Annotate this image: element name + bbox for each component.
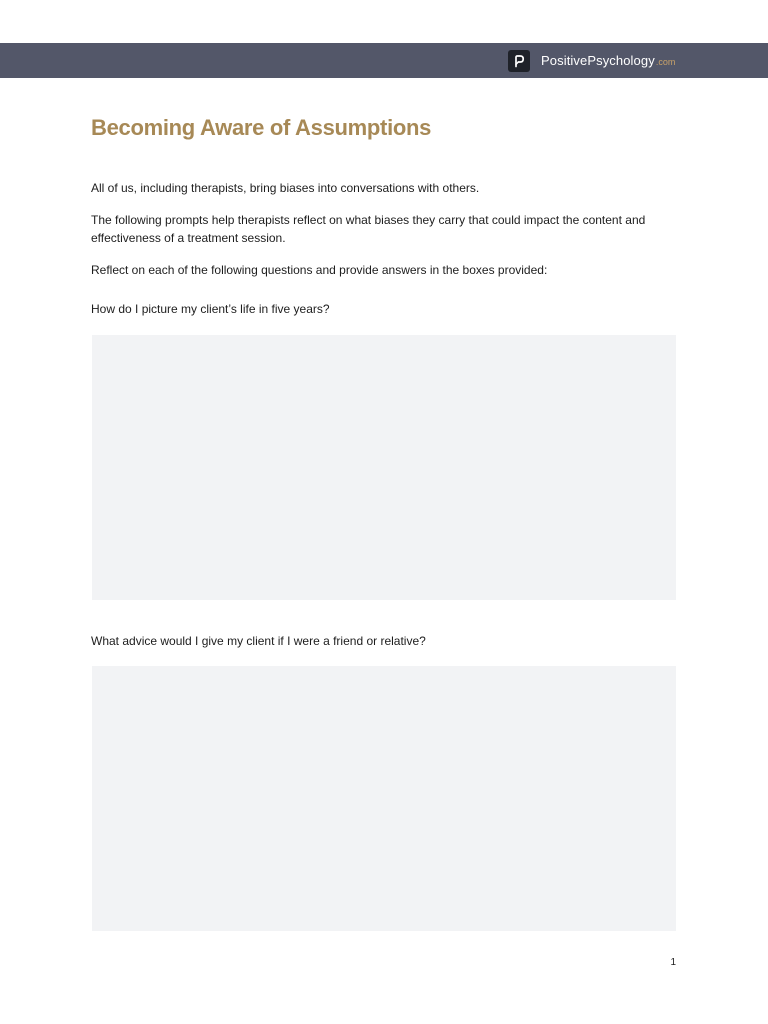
positivepsychology-logo-icon bbox=[508, 50, 530, 72]
brand[interactable] bbox=[508, 49, 675, 72]
page-title: Becoming Aware of Assumptions bbox=[91, 115, 432, 140]
header-bar bbox=[0, 43, 768, 78]
answer-box[interactable] bbox=[92, 666, 676, 931]
instructions-paragraph: Reflect on each of the following questions and provide answers in the boxes provided: bbox=[91, 263, 548, 277]
intro-paragraph: The following prompts help therapists reflect on what biases they carry that could impact the content and effectiveness of a treatment session. bbox=[91, 213, 646, 245]
question-prompt: What advice would I give my client if I were a friend or relative? bbox=[91, 634, 426, 648]
brand-name: PositivePsychology bbox=[541, 53, 655, 68]
intro-paragraph: All of us, including therapists, bring biases into conversations with others. bbox=[91, 181, 480, 195]
page-number: 1 bbox=[670, 957, 676, 968]
question-prompt: How do I picture my client’s life in five years? bbox=[91, 302, 330, 316]
answer-box[interactable] bbox=[92, 335, 676, 600]
brand-tld: .com bbox=[655, 56, 676, 67]
